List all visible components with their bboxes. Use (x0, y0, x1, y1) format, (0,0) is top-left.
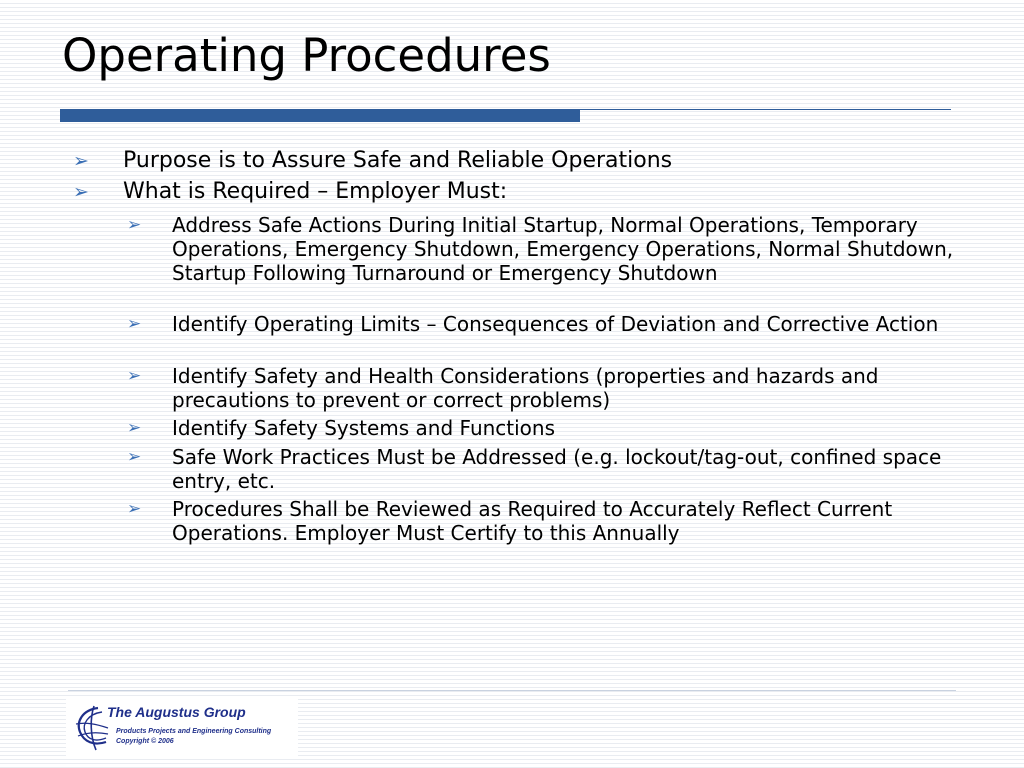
logo-copyright: Copyright © 2006 (116, 738, 174, 745)
sub-bullet-item-review (127, 497, 972, 545)
sub-bullet-item-safety-health (127, 364, 972, 412)
logo-tagline: Products Projects and Engineering Consulting (116, 728, 272, 735)
sub-bullet-text: Identify Safety Systems and Functions (172, 416, 556, 440)
arrow-bullet-icon: ➢ (127, 366, 142, 386)
sub-bullet-text: Procedures Shall be Reviewed as Required to Accurately Reflect Current Operations. Employer Must Certify to this Annually (172, 497, 893, 545)
bullet-text: Purpose is to Assure Safe and Reliable Operations (123, 148, 673, 173)
logo-company-name: The Augustus Group (107, 704, 246, 720)
arrow-bullet-icon: ➢ (127, 418, 142, 438)
footer-divider (68, 690, 956, 691)
sub-bullet-item-safety-systems (127, 416, 972, 440)
sub-bullet-text: Safe Work Practices Must be Addressed (e.g. lockout/tag-out, confined space entry, etc. (172, 445, 942, 493)
company-logo (66, 696, 298, 758)
bullet-item-required (73, 176, 993, 207)
arrow-bullet-icon: ➢ (127, 447, 142, 467)
bullet-text: What is Required – Employer Must: (123, 179, 508, 204)
sub-bullet-item-safe-actions (127, 213, 972, 285)
sub-bullet-text: Address Safe Actions During Initial Startup, Normal Operations, Temporary Operations, Emergency Shutdown, Emergency Operations, Normal Shutdown, Startup Following Turnaround or Emergency Shutdown (172, 213, 954, 285)
sub-bullet-text: Identify Operating Limits – Consequences of Deviation and Corrective Action (172, 312, 939, 336)
arrow-bullet-icon: ➢ (127, 215, 142, 235)
bullet-item-purpose (73, 145, 993, 176)
sub-bullet-item-safe-work (127, 445, 972, 493)
arrow-bullet-icon: ➢ (73, 150, 89, 172)
slide-title: Operating Procedures (62, 29, 551, 82)
arrow-bullet-icon: ➢ (127, 314, 142, 334)
title-underline-bar (60, 110, 580, 122)
arrow-bullet-icon: ➢ (127, 499, 142, 519)
arrow-bullet-icon: ➢ (73, 181, 89, 203)
sub-bullet-item-operating-limits (127, 312, 972, 336)
sub-bullet-text: Identify Safety and Health Considerations (properties and hazards and precautions to prevent or correct problems) (172, 364, 879, 412)
augustus-group-logo-icon (72, 702, 112, 754)
